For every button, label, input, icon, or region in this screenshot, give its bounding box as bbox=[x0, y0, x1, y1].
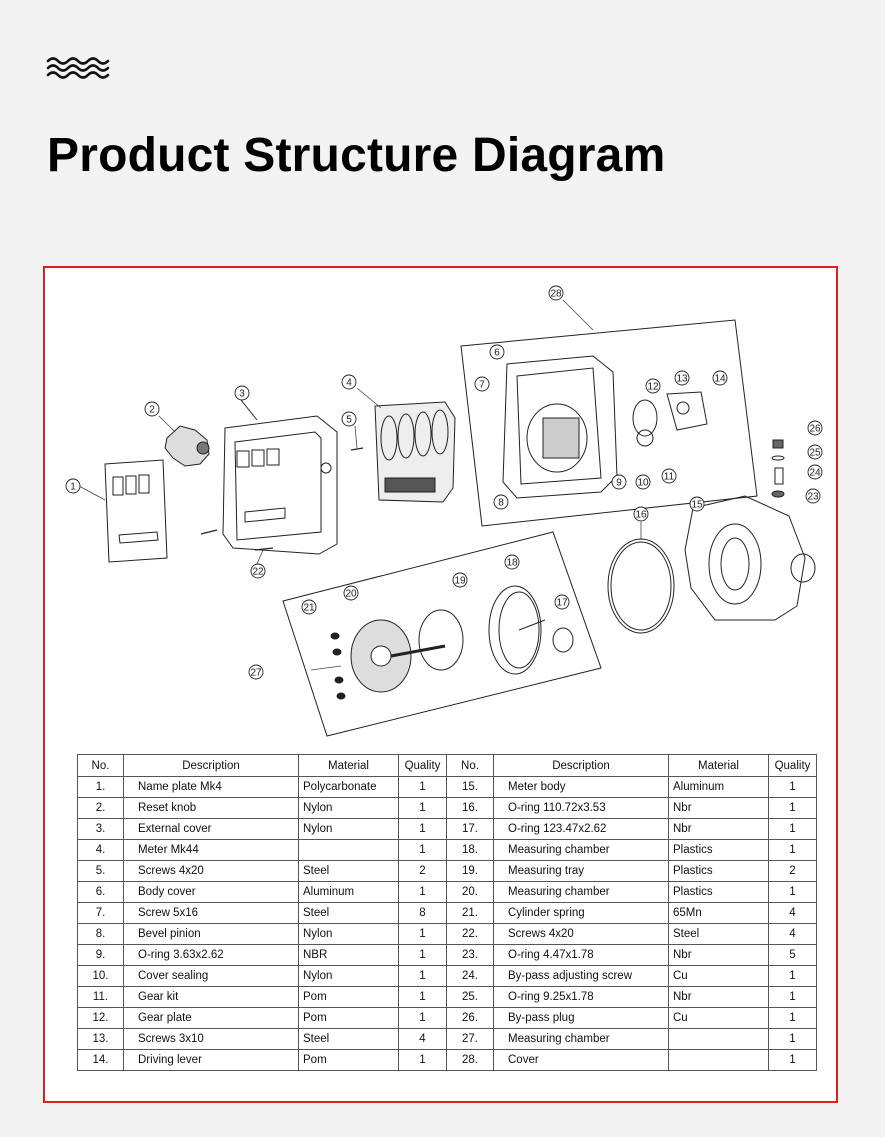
cell-quality: 1 bbox=[769, 1029, 817, 1050]
callout-label: 23 bbox=[807, 491, 819, 503]
cell-no: 16. bbox=[447, 798, 494, 819]
cell-description: O-ring 9.25x1.78 bbox=[494, 987, 669, 1008]
table-row bbox=[78, 798, 817, 819]
cell-no: 8. bbox=[78, 924, 124, 945]
body-cover-part bbox=[503, 356, 617, 498]
callout-label: 7 bbox=[479, 379, 485, 391]
reset-knob-part bbox=[165, 426, 209, 466]
cell-no: 3. bbox=[78, 819, 124, 840]
callout-label: 24 bbox=[809, 467, 821, 479]
cell-quality: 1 bbox=[399, 966, 447, 987]
cell-material: Nbr bbox=[669, 798, 769, 819]
cell-description: Screws 3x10 bbox=[124, 1029, 299, 1050]
cell-quality: 2 bbox=[399, 861, 447, 882]
cell-description: Reset knob bbox=[124, 798, 299, 819]
page-title: Product Structure Diagram bbox=[47, 129, 666, 182]
cell-quality: 5 bbox=[769, 945, 817, 966]
table-row bbox=[78, 777, 817, 798]
exploded-view-diagram bbox=[45, 268, 836, 738]
cell-quality: 1 bbox=[769, 1008, 817, 1029]
cell-material bbox=[669, 1029, 769, 1050]
callout-label: 18 bbox=[506, 557, 518, 569]
callout-label: 10 bbox=[637, 477, 649, 489]
cell-quality: 1 bbox=[769, 882, 817, 903]
cell-material: Nylon bbox=[299, 924, 399, 945]
cell-no: 20. bbox=[447, 882, 494, 903]
callout-label: 1 bbox=[70, 481, 76, 493]
cell-no: 4. bbox=[78, 840, 124, 861]
cell-no: 22. bbox=[447, 924, 494, 945]
o-ring-16-part bbox=[608, 539, 674, 633]
cell-quality: 1 bbox=[769, 1050, 817, 1071]
o-ring-17-part bbox=[553, 628, 573, 652]
cell-description: Measuring chamber bbox=[494, 1029, 669, 1050]
table-header-row bbox=[78, 755, 817, 777]
cell-quality: 1 bbox=[399, 840, 447, 861]
cell-material: Polycarbonate bbox=[299, 777, 399, 798]
cell-material: Nbr bbox=[669, 987, 769, 1008]
cell-quality: 8 bbox=[399, 903, 447, 924]
callout-label: 17 bbox=[556, 597, 568, 609]
cell-no: 11. bbox=[78, 987, 124, 1008]
callout-label: 13 bbox=[676, 373, 688, 385]
callout-label: 16 bbox=[635, 509, 647, 521]
callout-label: 20 bbox=[345, 588, 357, 600]
cell-material: Plastics bbox=[669, 882, 769, 903]
cell-description: Measuring tray bbox=[494, 861, 669, 882]
cell-no: 23. bbox=[447, 945, 494, 966]
cell-description: Gear kit bbox=[124, 987, 299, 1008]
cell-material: Nylon bbox=[299, 966, 399, 987]
cell-material: Nbr bbox=[669, 819, 769, 840]
table-row bbox=[78, 819, 817, 840]
callout-label: 8 bbox=[498, 497, 504, 509]
cell-material: NBR bbox=[299, 945, 399, 966]
cell-description: By-pass adjusting screw bbox=[494, 966, 669, 987]
cell-description: Measuring chamber bbox=[494, 840, 669, 861]
cell-quality: 1 bbox=[769, 987, 817, 1008]
cell-material: Steel bbox=[299, 903, 399, 924]
cell-no: 6. bbox=[78, 882, 124, 903]
cell-quality: 1 bbox=[399, 819, 447, 840]
cell-no: 17. bbox=[447, 819, 494, 840]
cell-no: 2. bbox=[78, 798, 124, 819]
cell-no: 19. bbox=[447, 861, 494, 882]
cell-material: Steel bbox=[669, 924, 769, 945]
cell-no: 14. bbox=[78, 1050, 124, 1071]
waves-icon bbox=[46, 56, 110, 80]
header-description: Description bbox=[494, 755, 669, 777]
cell-material: Nylon bbox=[299, 798, 399, 819]
cell-material: Aluminum bbox=[669, 777, 769, 798]
cell-no: 27. bbox=[447, 1029, 494, 1050]
callout-label: 27 bbox=[250, 667, 262, 679]
cell-no: 5. bbox=[78, 861, 124, 882]
cell-description: O-ring 4.47x1.78 bbox=[494, 945, 669, 966]
cell-material: Plastics bbox=[669, 861, 769, 882]
cell-description: Gear plate bbox=[124, 1008, 299, 1029]
cell-quality: 1 bbox=[399, 777, 447, 798]
table-row bbox=[78, 924, 817, 945]
cell-no: 21. bbox=[447, 903, 494, 924]
cell-no: 12. bbox=[78, 1008, 124, 1029]
cell-quality: 1 bbox=[399, 798, 447, 819]
cell-description: Name plate Mk4 bbox=[124, 777, 299, 798]
header-material: Material bbox=[299, 755, 399, 777]
cell-quality: 1 bbox=[769, 798, 817, 819]
cell-description: O-ring 3.63x2.62 bbox=[124, 945, 299, 966]
external-cover-part bbox=[223, 400, 337, 554]
callout-label: 15 bbox=[691, 499, 703, 511]
table-row bbox=[78, 945, 817, 966]
cell-no: 18. bbox=[447, 840, 494, 861]
table-row bbox=[78, 882, 817, 903]
cell-quality: 1 bbox=[399, 924, 447, 945]
parts-table bbox=[77, 754, 817, 1071]
cell-quality: 1 bbox=[769, 819, 817, 840]
cell-description: By-pass plug bbox=[494, 1008, 669, 1029]
callout-label: 22 bbox=[252, 566, 264, 578]
cell-quality: 1 bbox=[399, 1008, 447, 1029]
cell-description: Body cover bbox=[124, 882, 299, 903]
header-no: No. bbox=[78, 755, 124, 777]
cell-description: Screws 4x20 bbox=[494, 924, 669, 945]
cell-no: 1. bbox=[78, 777, 124, 798]
cell-description: Cylinder spring bbox=[494, 903, 669, 924]
header-material: Material bbox=[669, 755, 769, 777]
cell-quality: 4 bbox=[769, 903, 817, 924]
cell-material: Plastics bbox=[669, 840, 769, 861]
callout-label: 28 bbox=[550, 288, 562, 300]
cell-quality: 1 bbox=[769, 966, 817, 987]
cell-description: Cover bbox=[494, 1050, 669, 1071]
cell-no: 24. bbox=[447, 966, 494, 987]
meter-register-part bbox=[375, 402, 455, 502]
callout-label: 25 bbox=[809, 447, 821, 459]
cell-material: Cu bbox=[669, 1008, 769, 1029]
cell-no: 13. bbox=[78, 1029, 124, 1050]
cell-quality: 1 bbox=[399, 945, 447, 966]
cell-material: Pom bbox=[299, 1008, 399, 1029]
screws-part bbox=[201, 448, 363, 550]
name-plate-part bbox=[105, 460, 167, 562]
table-row bbox=[78, 840, 817, 861]
cell-material bbox=[299, 840, 399, 861]
callout-label: 9 bbox=[616, 477, 622, 489]
product-structure-frame bbox=[43, 266, 838, 1103]
meter-body-part bbox=[685, 496, 815, 620]
cell-no: 7. bbox=[78, 903, 124, 924]
cell-description: Screw 5x16 bbox=[124, 903, 299, 924]
cell-no: 28. bbox=[447, 1050, 494, 1071]
cell-material: Nbr bbox=[669, 945, 769, 966]
cell-no: 10. bbox=[78, 966, 124, 987]
header-quality: Quality bbox=[769, 755, 817, 777]
cell-material: Cu bbox=[669, 966, 769, 987]
header-description: Description bbox=[124, 755, 299, 777]
cell-quality: 1 bbox=[399, 882, 447, 903]
bypass-parts bbox=[772, 440, 784, 497]
table-row bbox=[78, 987, 817, 1008]
cell-quality: 4 bbox=[399, 1029, 447, 1050]
cell-material: Nylon bbox=[299, 819, 399, 840]
callout-label: 4 bbox=[346, 377, 352, 389]
table-row bbox=[78, 1050, 817, 1071]
cell-no: 15. bbox=[447, 777, 494, 798]
cell-description: External cover bbox=[124, 819, 299, 840]
table-row bbox=[78, 861, 817, 882]
cell-quality: 1 bbox=[769, 777, 817, 798]
table-row bbox=[78, 1029, 817, 1050]
callout-label: 21 bbox=[303, 602, 315, 614]
cell-description: Cover sealing bbox=[124, 966, 299, 987]
measuring-chamber-panel-outline bbox=[283, 532, 601, 736]
callout-label: 26 bbox=[809, 423, 821, 435]
cell-description: O-ring 123.47x2.62 bbox=[494, 819, 669, 840]
cell-description: Screws 4x20 bbox=[124, 861, 299, 882]
callout-label: 19 bbox=[454, 575, 466, 587]
table-row bbox=[78, 1008, 817, 1029]
cell-no: 9. bbox=[78, 945, 124, 966]
cell-quality: 1 bbox=[399, 1050, 447, 1071]
header-quality: Quality bbox=[399, 755, 447, 777]
cell-description: Driving lever bbox=[124, 1050, 299, 1071]
cell-quality: 1 bbox=[399, 987, 447, 1008]
cell-description: O-ring 110.72x3.53 bbox=[494, 798, 669, 819]
callout-label: 6 bbox=[494, 347, 500, 359]
callout-label: 5 bbox=[346, 414, 352, 426]
callout-label: 3 bbox=[239, 388, 245, 400]
measuring-chamber-20-part bbox=[351, 620, 445, 692]
cell-material: Steel bbox=[299, 861, 399, 882]
cell-description: Meter Mk44 bbox=[124, 840, 299, 861]
header-no: No. bbox=[447, 755, 494, 777]
cell-material: Steel bbox=[299, 1029, 399, 1050]
cell-material: Pom bbox=[299, 1050, 399, 1071]
gear-plate-part bbox=[633, 392, 707, 446]
cell-material bbox=[669, 1050, 769, 1071]
cell-material: Pom bbox=[299, 987, 399, 1008]
measuring-tray-part bbox=[419, 610, 463, 670]
cell-quality: 2 bbox=[769, 861, 817, 882]
cell-no: 25. bbox=[447, 987, 494, 1008]
cell-quality: 4 bbox=[769, 924, 817, 945]
callout-label: 2 bbox=[149, 404, 155, 416]
callout-label: 11 bbox=[663, 471, 675, 483]
callout-label: 12 bbox=[647, 381, 659, 393]
callout-label: 14 bbox=[714, 373, 726, 385]
cell-description: Measuring chamber bbox=[494, 882, 669, 903]
cell-material: Aluminum bbox=[299, 882, 399, 903]
table-row bbox=[78, 903, 817, 924]
cell-description: Bevel pinion bbox=[124, 924, 299, 945]
cell-description: Meter body bbox=[494, 777, 669, 798]
measuring-chamber-18-part bbox=[489, 586, 545, 674]
cell-no: 26. bbox=[447, 1008, 494, 1029]
table-row bbox=[78, 966, 817, 987]
cell-quality: 1 bbox=[769, 840, 817, 861]
cell-material: 65Mn bbox=[669, 903, 769, 924]
